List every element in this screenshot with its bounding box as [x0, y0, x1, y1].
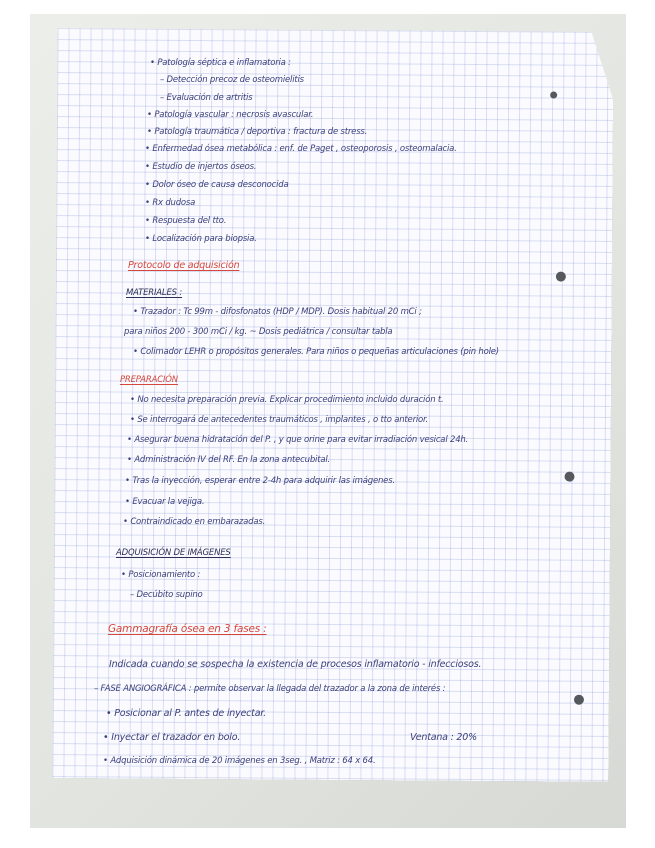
note-line: • Tras la inyección, esperar entre 2-4h para adquirir las imágenes. [125, 476, 395, 486]
note-line: • Localización para biopsia. [145, 234, 257, 244]
section-heading-protocol: Protocolo de adquisición [128, 260, 240, 271]
section-heading-three-phase-scan: Gammagrafía ósea en 3 fases : [108, 623, 267, 635]
note-line: • Posicionamiento : [121, 570, 201, 580]
note-line: • Patología vascular : necrosis avascular. [147, 110, 314, 120]
note-line: • Rx dudosa [145, 198, 196, 208]
section-heading-preparation: PREPARACIÓN [120, 375, 178, 385]
note-line-window: Ventana : 20% [410, 732, 477, 743]
note-line: • Posicionar al P. antes de inyectar. [106, 708, 266, 719]
binder-hole-icon [574, 695, 584, 705]
note-line: • Asegurar buena hidratación del P. , y que orine para evitar irradiación vesical 24h. [127, 435, 469, 445]
note-line: – Detección precoz de osteomielitis [160, 75, 304, 85]
note-line-angiographic-phase: – FASE ANGIOGRÁFICA : permite observar la llegada del trazador a la zona de interés : [94, 684, 446, 694]
binder-hole-icon [564, 472, 574, 482]
note-line: • Evacuar la vejiga. [125, 497, 205, 507]
note-line: • Inyectar el trazador en bolo. [103, 732, 241, 743]
note-line: • Enfermedad ósea metabólica : enf. de Paget , osteoporosis , osteomalacia. [145, 144, 457, 154]
note-line: – Evaluación de artritis [160, 93, 253, 103]
note-line: para niños 200 - 300 mCi / kg. ~ Dosis pediátrica / consultar tabla [124, 327, 393, 337]
note-line: • Administración IV del RF. En la zona antecubital. [127, 455, 330, 465]
note-line: • Respuesta del tto. [145, 216, 227, 226]
note-line: • Colimador LEHR o propósitos generales. Para niños o pequeñas articulaciones (pin hole) [133, 347, 499, 357]
note-line: • Contraindicado en embarazadas. [123, 517, 266, 527]
binder-hole-icon [550, 92, 557, 99]
section-heading-materials: MATERIALES : [126, 288, 182, 298]
note-line: • Estudio de injertos óseos. [145, 162, 257, 172]
note-line: – Decúbito supino [130, 590, 203, 600]
note-line: • Patología séptica e inflamatoria : [150, 58, 291, 68]
note-line: • Se interrogará de antecedentes traumáticos , implantes , o tto anterior. [130, 415, 429, 425]
note-line: • Adquisición dinámica de 20 imágenes en 3seg. , Matriz : 64 x 64. [103, 756, 376, 766]
binder-hole-icon [556, 272, 566, 282]
section-heading-image-acquisition: ADQUISICIÓN DE IMÁGENES [116, 548, 231, 558]
note-line: • Patología traumática / deportiva : fractura de stress. [147, 127, 368, 137]
note-line: • Trazador : Tc 99m - difosfonatos (HDP / MDP). Dosis habitual 20 mCi ; [133, 307, 422, 317]
note-line: • No necesita preparación previa. Explicar procedimiento incluido duración t. [130, 395, 444, 405]
note-line: Indicada cuando se sospecha la existencia de procesos inflamatorio - infecciosos. [109, 659, 482, 670]
note-line: • Dolor óseo de causa desconocida [145, 180, 289, 190]
